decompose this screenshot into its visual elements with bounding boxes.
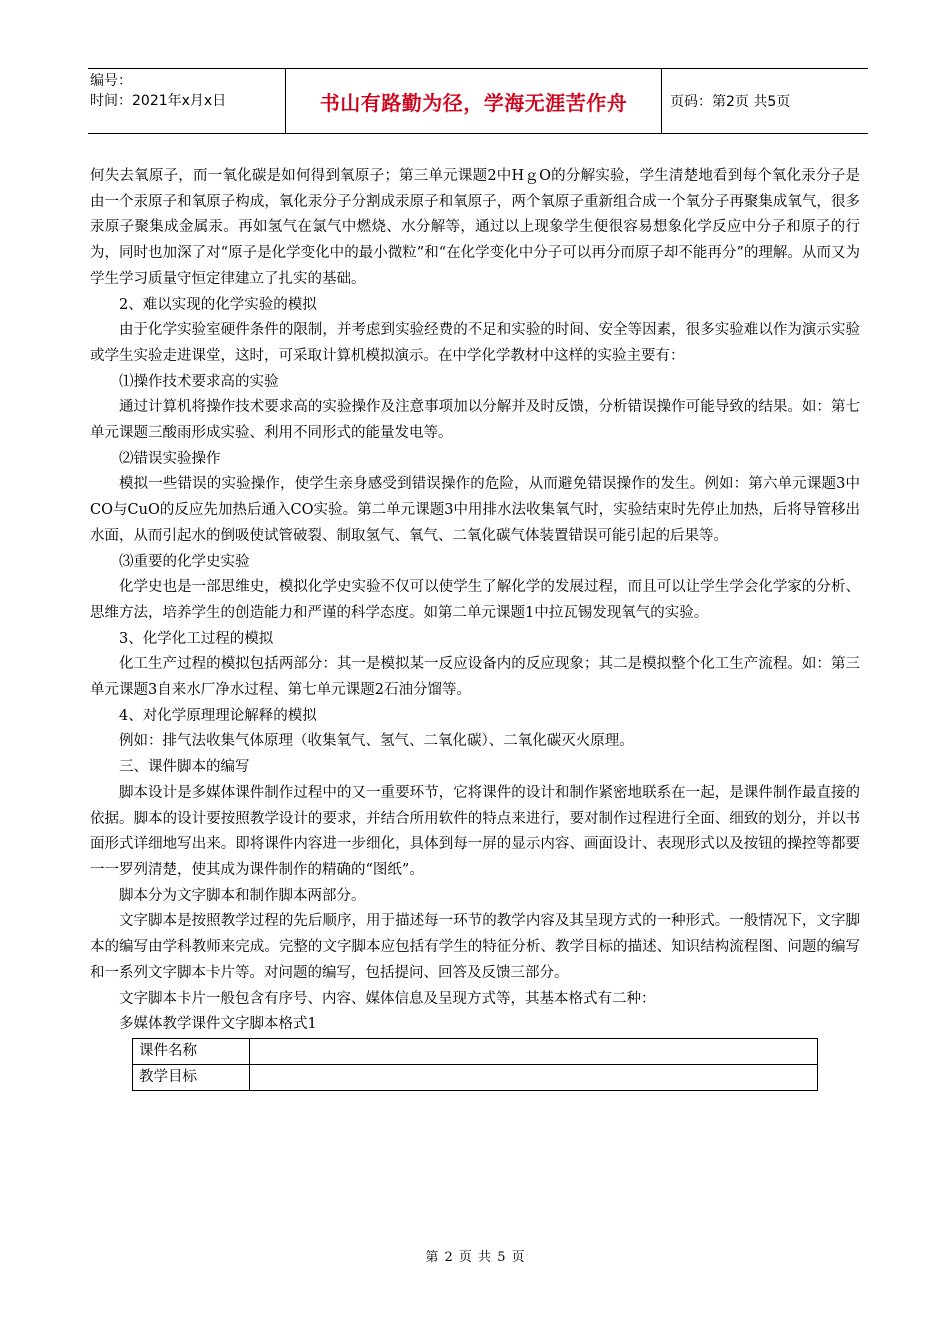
- table-row: [133, 1064, 818, 1090]
- serial-number: 编号：: [90, 73, 132, 89]
- table-cell-label: 课件名称: [133, 1038, 250, 1064]
- paragraph: 脚本分为文字脚本和制作脚本两部分。: [119, 887, 366, 904]
- paragraph: 化学史也是一部思维史，模拟化学史实验不仅可以使学生了解化学的发展过程，而且可以让学生学会化学家的分析、思维方法，培养学生的创造能力和严谨的科学态度。如第二单元课题1中拉瓦锡发现氧气的实验。: [90, 579, 860, 621]
- document-body: [90, 164, 860, 1091]
- subsection-heading: ⑶重要的化学史实验: [119, 553, 250, 570]
- table-caption: 多媒体教学课件文字脚本格式1: [119, 1016, 317, 1033]
- script-format-table: [132, 1038, 818, 1091]
- section-heading: 2、难以实现的化学实验的模拟: [119, 296, 317, 313]
- paragraph: 脚本设计是多媒体课件制作过程中的又一重要环节，它将课件的设计和制作紧密地联系在一起，是课件制作最直接的依据。脚本的设计要按照教学设计的要求，并结合所用软件的特点来进行，要对制作过程进行全面、细致的划分，并以书面形式详细地写出来。即将课件内容进一步细化，具体到每一屏的显示内容、画面设计、表现形式以及按钮的操控等都要一一罗列清楚，使其成为课件制作的精确的“图纸”。: [90, 784, 860, 878]
- paragraph: 何失去氧原子，而一氧化碳是如何得到氧原子；第三单元课题2中HｇO的分解实验，学生清楚地看到每个氧化汞分子是由一个汞原子和氧原子构成，氧化汞分子分割成汞原子和氧原子，两个氧原子重新组合成一个氧分子再聚集成氧气，很多汞原子聚集成金属汞。再如氢气在氯气中燃烧、水分解等，通过以上现象学生便很容易想象化学反应中分子和原子的行为，同时也加深了对“原子是化学变化中的最小微粒”和“在化学变化中分子可以再分而原子却不能再分”的理解。从而又为学生学习质量守恒定律建立了扎实的基础。: [90, 168, 860, 287]
- page-footer: 第 2 页 共 5 页: [425, 1250, 525, 1265]
- paragraph: 化工生产过程的模拟包括两部分：其一是模拟某一反应设备内的反应现象；其二是模拟整个化工生产流程。如：第三单元课题3自来水厂净水过程、第七单元课题2石油分馏等。: [90, 656, 860, 699]
- table-row: [133, 1038, 818, 1064]
- header-page-number: 页码：第2页 共5页: [670, 94, 791, 110]
- paragraph: 文字脚本是按照教学过程的先后顺序，用于描述每一环节的教学内容及其呈现方式的一种形式。一般情况下，文字脚本的编写由学科教师来完成。完整的文字脚本应包括有学生的特征分析、教学目标的描述、知识结构流程图、问题的编写和一系列文字脚本卡片等。对问题的编写，包括提问、回答及反馈三部分。: [90, 913, 860, 981]
- paragraph: 例如：排气法收集气体原理（收集氧气、氢气、二氧化碳）、二氧化碳灭火原理。: [119, 733, 634, 750]
- table-cell-label: 教学目标: [133, 1064, 250, 1090]
- section-heading: 4、对化学原理理论解释的模拟: [119, 707, 317, 724]
- table-cell-value: [250, 1064, 818, 1090]
- table-cell-value: [250, 1038, 818, 1064]
- paragraph: 由于化学实验室硬件条件的限制，并考虑到实验经费的不足和实验的时间、安全等因素，很多实验难以作为演示实验或学生实验走进课堂，这时，可采取计算机模拟演示。在中学化学教材中这样的实验主要有：: [90, 322, 860, 364]
- header-meta: [88, 69, 286, 133]
- subsection-heading: ⑵错误实验操作: [119, 450, 221, 467]
- page-header: [88, 68, 868, 134]
- header-motto: 书山有路勤为径，学海无涯苦作舟: [286, 69, 662, 133]
- paragraph: 文字脚本卡片一般包含有序号、内容、媒体信息及呈现方式等，其基本格式有二种：: [119, 990, 656, 1007]
- section-heading: 3、化学化工过程的模拟: [119, 630, 274, 647]
- paragraph: 通过计算机将操作技术要求高的实验操作及注意事项加以分解并及时反馈，分析错误操作可能导致的结果。如：第七单元课题三酸雨形成实验、利用不同形式的能量发电等。: [90, 399, 860, 442]
- document-date: 时间：2021年x月x日: [90, 93, 227, 109]
- paragraph: 模拟一些错误的实验操作，使学生亲身感受到错误操作的危险，从而避免错误操作的发生。例如：第六单元课题3中CO与CuO的反应先加热后通入CO实验。第二单元课题3中用排水法收集氧气时，实验结束时先停止加热，后将导管移出水面，从而引起水的倒吸使试管破裂、制取氢气、氧气、二氧化碳气体装置错误可能引起的后果等。: [90, 476, 860, 544]
- subsection-heading: ⑴操作技术要求高的实验: [119, 373, 279, 390]
- chapter-heading: 三、课件脚本的编写: [119, 759, 250, 776]
